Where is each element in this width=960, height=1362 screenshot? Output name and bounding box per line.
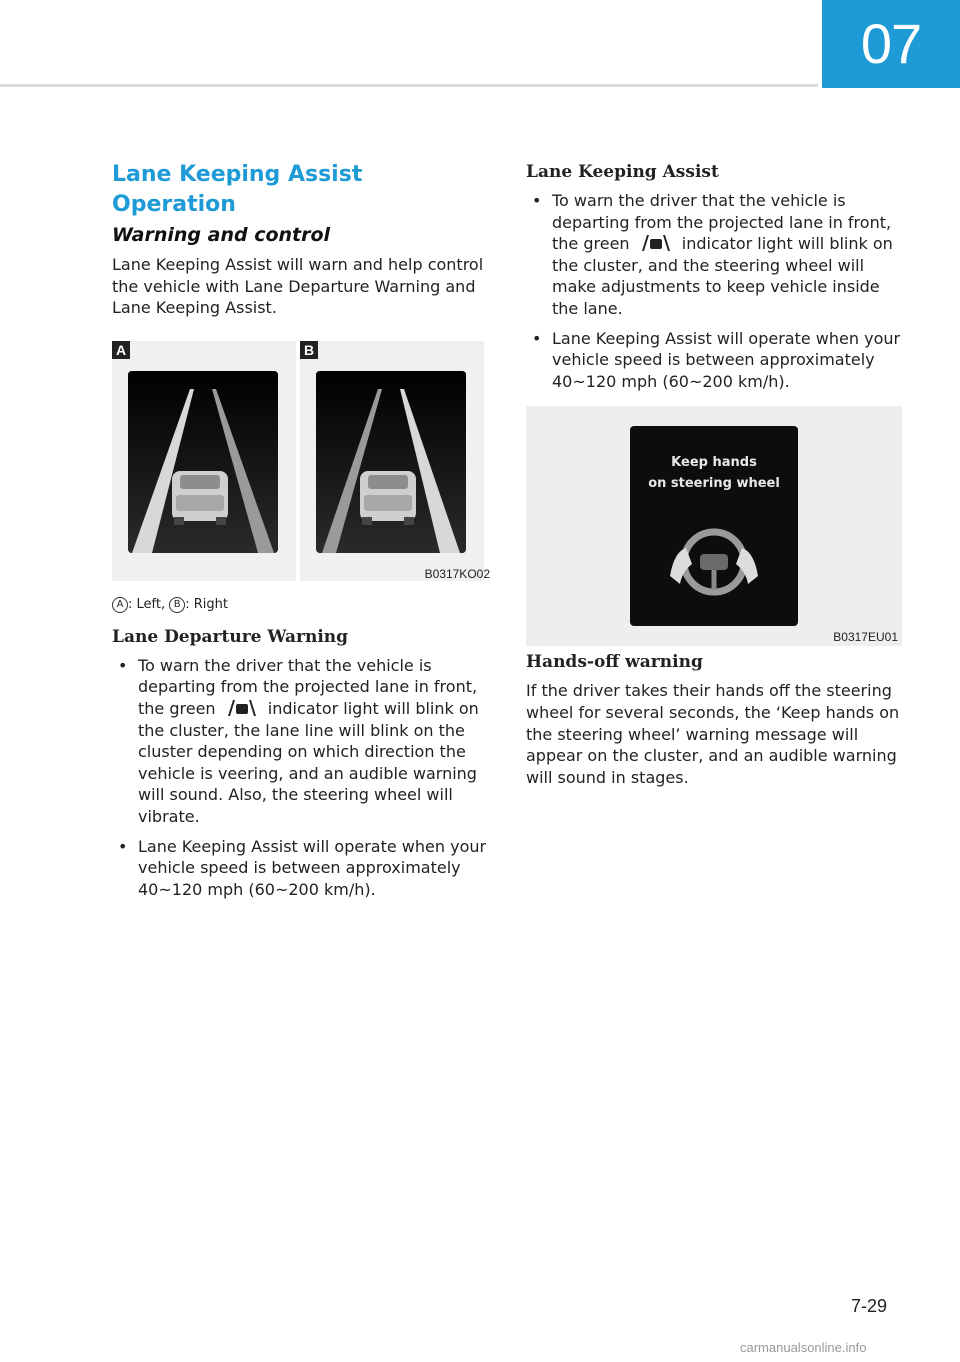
section-title: Lane Keeping Assist Operation	[112, 162, 363, 217]
lane-right-illustration	[316, 371, 466, 553]
lane-figure	[112, 341, 490, 581]
page-number: 7-29	[851, 1296, 888, 1316]
list-item: • Lane Keeping Assist will operate when your vehicle speed is between approximately 40~120 mph (60~200 km/h).	[526, 328, 902, 393]
list-item	[112, 655, 490, 828]
cluster-screen	[630, 426, 798, 626]
bullet-text: indicator light will blink on the cluster, the lane line will blink on the cluster depending on which direction the vehicle is veering, and an audible warning will sound. Also, the steering wheel will vibrate.	[138, 698, 479, 826]
intro-paragraph: Lane Keeping Assist will warn and help control the vehicle with Lane Departure Warning and Lane Keeping Assist.	[112, 255, 484, 318]
caption-text-b: : Right	[185, 596, 228, 612]
header-rule	[0, 84, 818, 87]
sub-title: Warning and control	[112, 224, 331, 246]
caption-label-b: B	[169, 597, 185, 613]
hands-off-heading: Hands-off warning	[526, 652, 703, 673]
figure-panel-left	[112, 341, 296, 581]
panel-label-b: B	[300, 341, 318, 359]
car-icon	[172, 471, 228, 525]
watermark: carmanualsonline.info	[740, 1340, 867, 1355]
left-column	[112, 160, 490, 908]
figure-panel-right	[300, 341, 484, 581]
lane-keeping-indicator-icon	[227, 699, 257, 717]
cluster-screen-right	[316, 371, 466, 553]
ldw-heading: Lane Departure Warning	[112, 626, 349, 647]
caption-label-a: A	[112, 597, 128, 613]
bullet-text: To warn the driver that the vehicle is departing from the projected lane in front, the green	[552, 191, 892, 254]
chapter-tab: 07	[822, 0, 960, 88]
bullet-text: indicator light will blink on the cluster, and the steering wheel will make adjustments to keep vehicle inside the lane.	[552, 234, 893, 318]
lane-left-illustration	[128, 371, 278, 553]
hands-off-figure	[526, 406, 902, 646]
panel-label-a: A	[112, 341, 130, 359]
figure-caption	[112, 597, 490, 613]
list-item	[526, 190, 902, 320]
cluster-message-line: Keep hands	[671, 455, 757, 471]
lane-keeping-indicator-icon	[641, 234, 671, 252]
bullet-text: To warn the driver that the vehicle is departing from the projected lane in front, the green	[138, 655, 478, 718]
ldw-bullets	[112, 655, 490, 901]
hands-off-paragraph: If the driver takes their hands off the steering wheel for several seconds, the ‘Keep hands on the steering wheel’ warning message will appear on the cluster, and an audible warning will sound in stages.	[526, 681, 900, 787]
figure-code: B0317EU01	[833, 630, 898, 645]
lka-heading: Lane Keeping Assist	[526, 162, 719, 182]
right-column	[526, 160, 902, 788]
car-icon	[360, 471, 416, 525]
cluster-message-line: on steering wheel	[648, 476, 780, 492]
lka-bullets	[526, 190, 902, 392]
list-item: • Lane Keeping Assist will operate when your vehicle speed is between approximately 40~120 mph (60~200 km/h).	[112, 836, 490, 901]
figure-code: B0317KO02	[424, 566, 490, 581]
caption-text-a: : Left,	[128, 596, 170, 612]
cluster-screen-left	[128, 371, 278, 553]
steering-wheel-icon	[630, 426, 798, 626]
